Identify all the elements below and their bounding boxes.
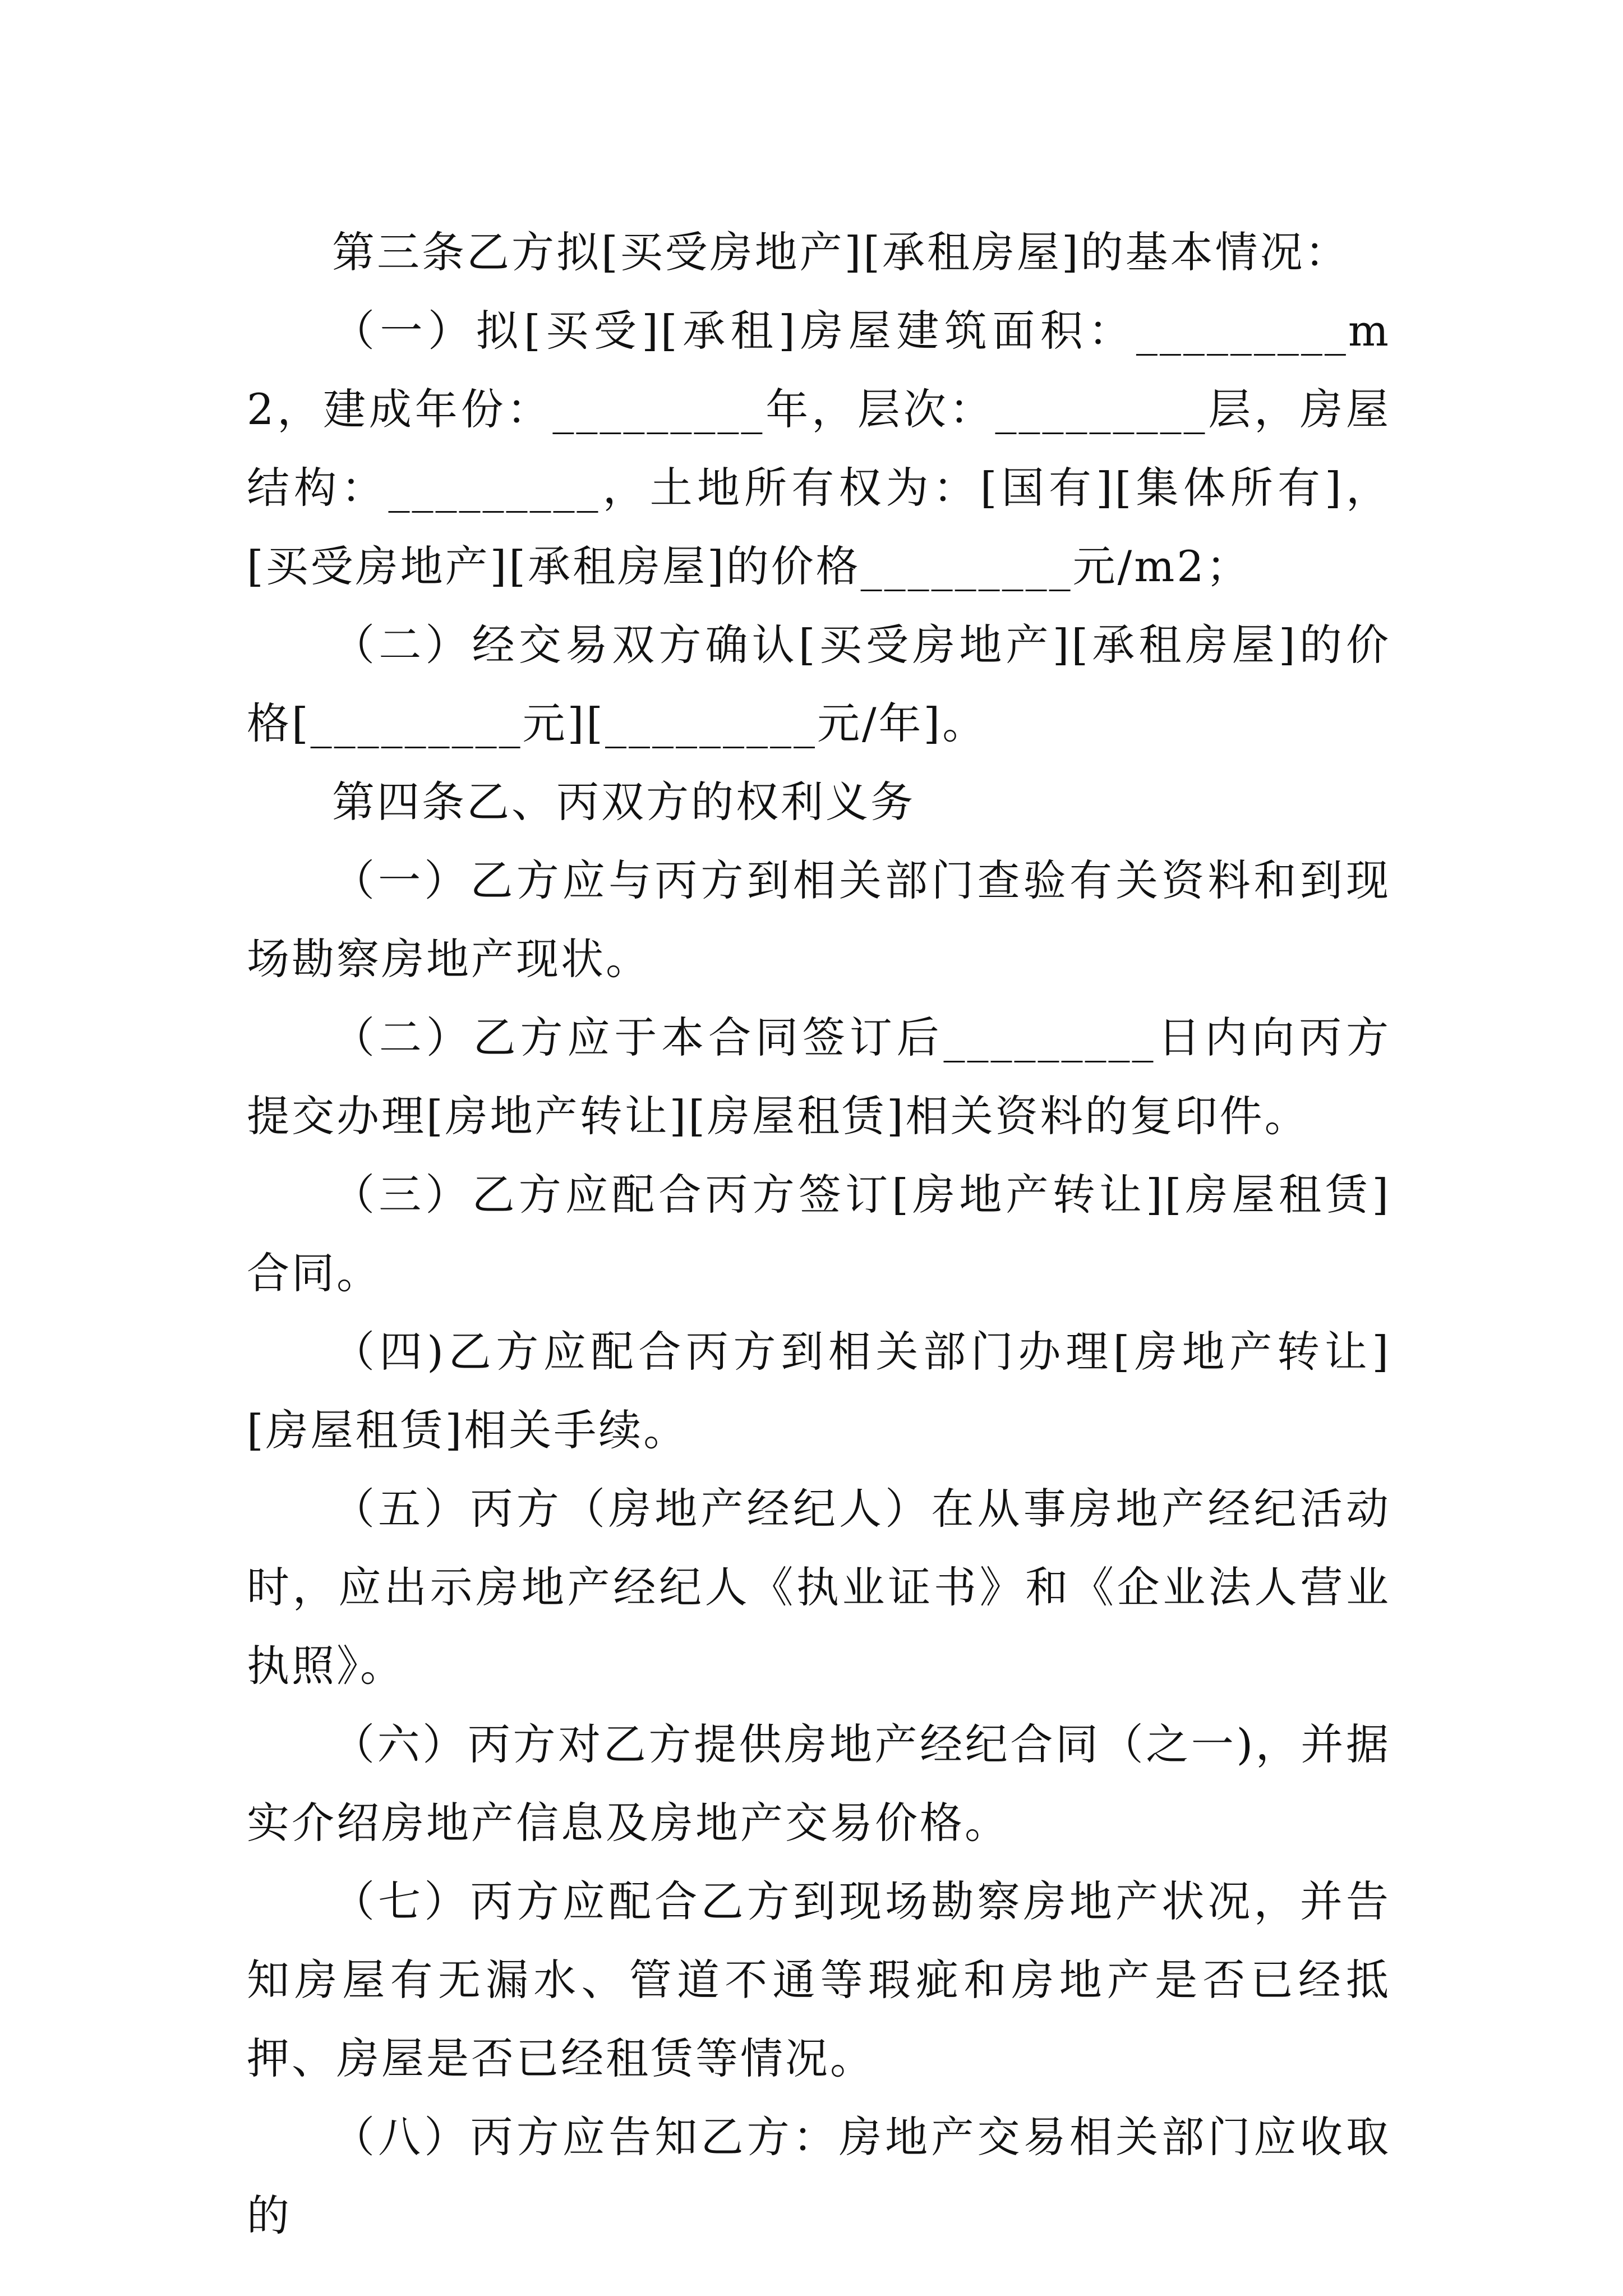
article-4-clause-6: （六）丙方对乙方提供房地产经纪合同（之一)，并据实介绍房地产信息及房地产交易价格。 <box>247 1719 1391 1848</box>
article-4-clause-5: （五）丙方（房地产经纪人）在从事房地产经纪活动时，应出示房地产经纪人《执业证书》和《企业法人营业执照》。 <box>247 1484 1391 1691</box>
article-4-heading: 第四条乙、丙双方的权利义务 <box>332 777 915 827</box>
article-3-heading: 第三条乙方拟[买受房地产][承租房屋]的基本情况： <box>332 227 1350 277</box>
article-4-clause-2: （二）乙方应于本合同签订后_________日内向丙方提交办理[房地产转让][房屋租赁]相关资料的复印件。 <box>247 1013 1391 1141</box>
article-4-clause-8: （八）丙方应告知乙方：房地产交易相关部门应收取的 <box>247 2112 1391 2240</box>
article-4-clause-7: （七）丙方应配合乙方到现场勘察房地产状况，并告知房屋有无漏水、管道不通等瑕疵和房地产是否已经抵押、房屋是否已经租赁等情况。 <box>247 1876 1391 2083</box>
article-4-clause-4: （四)乙方应配合丙方到相关部门办理[房地产转让][房屋租赁]相关手续。 <box>247 1327 1391 1455</box>
article-4-clause-1: （一）乙方应与丙方到相关部门查验有关资料和到现场勘察房地产现状。 <box>247 855 1391 984</box>
article-3-clause-1: （一）拟[买受][承租]房屋建筑面积：_________m2，建成年份：_________年，层次：_________层，房屋结构：_________，土地所有权为：[国有][集体所有]，[买受房地产][承租房屋]的价格_________元/m2； <box>247 306 1391 591</box>
contract-body <box>247 213 1391 2255</box>
article-4-clause-3: （三）乙方应配合丙方签订[房地产转让][房屋租赁]合同。 <box>247 1170 1391 1298</box>
article-3-clause-2: （二）经交易双方确认[买受房地产][承租房屋]的价格[_________元][_________元/年]。 <box>247 620 1391 748</box>
